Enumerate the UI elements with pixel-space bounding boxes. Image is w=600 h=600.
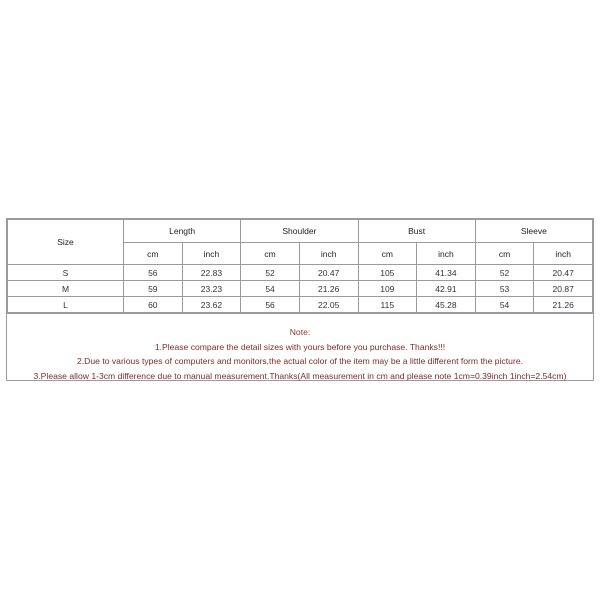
- table-cell: 42.91: [417, 281, 476, 297]
- table-cell: 20.87: [534, 281, 593, 297]
- table-cell: 20.47: [299, 265, 358, 281]
- table-cell: 54: [241, 281, 300, 297]
- table-cell: 41.34: [417, 265, 476, 281]
- table-cell: 20.47: [534, 265, 593, 281]
- table-cell: 59: [124, 281, 183, 297]
- table-cell: 21.26: [299, 281, 358, 297]
- unit-header: cm: [358, 243, 417, 265]
- group-header-bust: Bust: [358, 220, 475, 243]
- unit-header: inch: [417, 243, 476, 265]
- header-row-groups: [8, 220, 593, 243]
- group-header-sleeve: Sleeve: [475, 220, 592, 243]
- note-line: 3.Please allow 1-3cm difference due to manual measurement.Thanks(All measurement in cm and please note 1cm=0.39inch 1inch=2.54cm): [33, 370, 567, 381]
- table-cell: 56: [124, 265, 183, 281]
- table-cell: 21.26: [534, 297, 593, 313]
- size-cell: M: [8, 281, 124, 297]
- unit-header: cm: [124, 243, 183, 265]
- table-cell: 45.28: [417, 297, 476, 313]
- size-cell: S: [8, 265, 124, 281]
- size-header: Size: [8, 220, 124, 265]
- table-row: [8, 265, 593, 281]
- size-table: [7, 219, 593, 313]
- group-header-length: Length: [124, 220, 241, 243]
- unit-header: inch: [534, 243, 593, 265]
- unit-header: cm: [475, 243, 534, 265]
- table-cell: 54: [475, 297, 534, 313]
- table-cell: 109: [358, 281, 417, 297]
- note-line: 2.Due to various types of computers and monitors,the actual color of the item may be a little different form the picture.: [77, 356, 523, 366]
- unit-header: inch: [299, 243, 358, 265]
- table-cell: 22.05: [299, 297, 358, 313]
- notes-section: [7, 313, 593, 383]
- note-line: 1.Please compare the detail sizes with yours before you purchase. Thanks!!!: [154, 341, 446, 352]
- table-cell: 115: [358, 297, 417, 313]
- table-cell: 56: [241, 297, 300, 313]
- table-cell: 52: [475, 265, 534, 281]
- group-header-shoulder: Shoulder: [241, 220, 358, 243]
- table-cell: 22.83: [182, 265, 241, 281]
- unit-header: cm: [241, 243, 300, 265]
- table-row: [8, 281, 593, 297]
- table-row: [8, 297, 593, 313]
- table-cell: 105: [358, 265, 417, 281]
- table-cell: 52: [241, 265, 300, 281]
- table-cell: 23.62: [182, 297, 241, 313]
- size-cell: L: [8, 297, 124, 313]
- unit-header: inch: [182, 243, 241, 265]
- notes-title: Note:: [289, 327, 311, 337]
- table-cell: 23.23: [182, 281, 241, 297]
- table-cell: 60: [124, 297, 183, 313]
- table-cell: 53: [475, 281, 534, 297]
- size-chart: [6, 218, 594, 381]
